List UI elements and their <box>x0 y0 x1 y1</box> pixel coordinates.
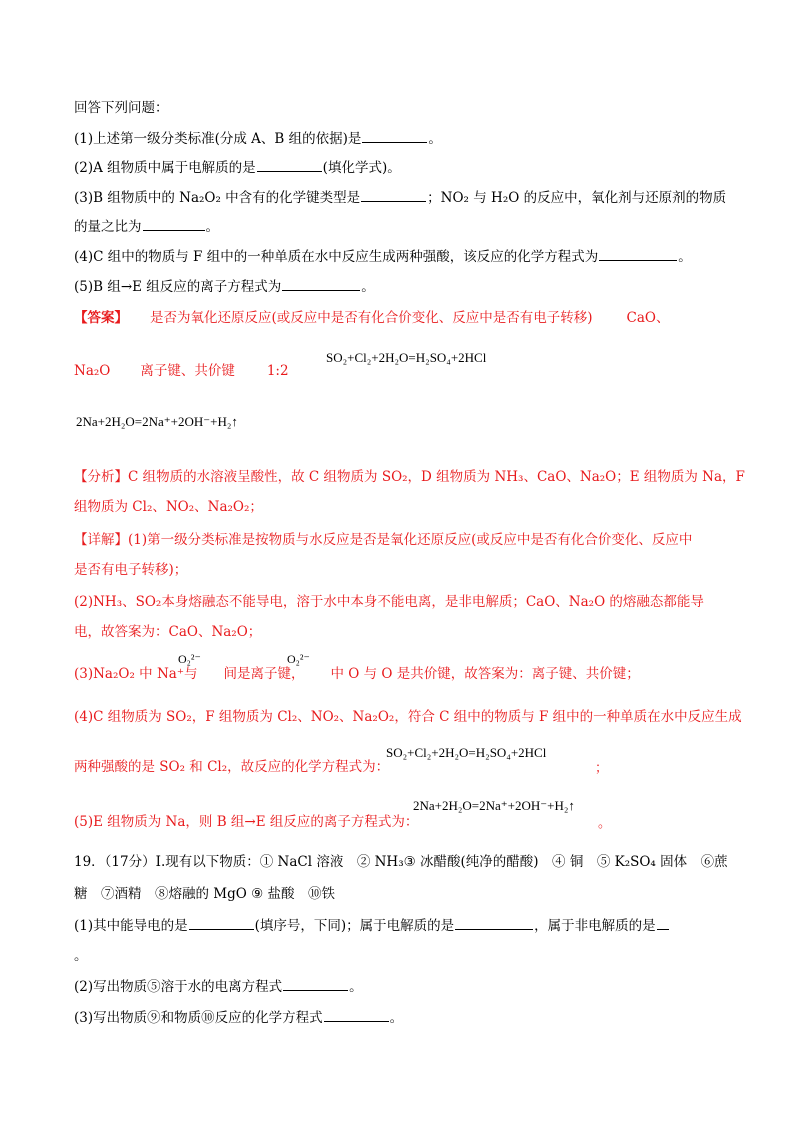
answer-blank[interactable] <box>283 977 348 991</box>
semicolon: ； <box>595 760 609 775</box>
detail-line-2: 是否有电子转移)； <box>74 562 188 578</box>
analysis-line-2: 组物质为 Cl₂、NO₂、Na₂O₂； <box>74 499 263 515</box>
answer-blank[interactable] <box>282 277 360 291</box>
question-1: (1)上述第一级分类标准(分成 A、B 组的依据)是 。 <box>74 131 442 147</box>
equation-detail-4: SO₂+Cl₂+2H₂O=H₂SO₄+2HCl <box>386 745 547 760</box>
equation-detail-5: 2Na+2H₂O=2Na⁺+2OH⁻+H₂↑ <box>413 798 575 813</box>
q19-line-2: 糖 ⑦酒精 ⑧熔融的 MgO ⑨ 盐酸 ⑩铁 <box>74 886 336 902</box>
detail-line-4: 电，故答案为：CaO、Na₂O； <box>74 624 262 640</box>
answer-label: 【答案】 <box>74 310 128 326</box>
answer-blank[interactable] <box>599 247 677 261</box>
detail-line-5: (3)Na₂O₂ 中 Na⁺与 间是离子键， 中 O 与 O 是共价键，故答案为：离子键、共价键； <box>74 666 640 682</box>
answer-blank[interactable] <box>189 916 254 930</box>
detail-line-3: (2)NH₃、SO₂本身熔融态不能导电，溶于水中本身不能电离，是非电解质；CaO、Na₂O 的熔融态都能导 <box>74 594 704 610</box>
peroxide-ion-1: O₂²⁻ <box>178 652 201 666</box>
question-5: (5)B 组→E 组反应的离子方程式为 。 <box>74 279 375 295</box>
q19-line-1: 19．（17分）Ⅰ.现有以下物质：① NaCl 溶液 ② NH₃③ 冰醋酸(纯净的醋酸) ④ 铜 ⑤ K₂SO₄ 固体 ⑥蔗 <box>74 854 728 870</box>
answer-line-1: 【答案】 是否为氧化还原反应(或反应中是否有化合价变化、反应中是否有电子转移) CaO、 <box>74 310 670 326</box>
answer-blank[interactable] <box>657 916 669 930</box>
answer-blank[interactable] <box>455 916 533 930</box>
answer-blank[interactable] <box>361 188 426 202</box>
answer-blank[interactable] <box>143 217 205 231</box>
question-4: (4)C 组中的物质与 F 组中的一种单质在水中反应生成两种强酸，该反应的化学方程式为 。 <box>74 249 692 265</box>
answer-line-2: Na₂O 离子键、共价键 1:2 <box>74 363 289 379</box>
analysis-line-1: 【分析】C 组物质的水溶液呈酸性，故 C 组物质为 SO₂，D 组物质为 NH₃、CaO、Na₂O；E 组物质为 Na，F <box>74 469 745 485</box>
question-2: (2)A 组物质中属于电解质的是 (填化学式)。 <box>74 160 401 176</box>
detail-line-8: (5)E 组物质为 Na，则 B 组→E 组反应的离子方程式为： <box>74 814 419 830</box>
period: 。 <box>598 815 612 830</box>
answer-blank[interactable] <box>362 129 427 143</box>
question-3: (3)B 组物质中的 Na₂O₂ 中含有的化学键类型是 ；NO₂ 与 H₂O 的反应中，氧化剂与还原剂的物质 <box>74 190 727 206</box>
question-3-line2: 的量之比为 。 <box>74 219 219 235</box>
equation-answer-1: SO₂+Cl₂+2H₂O=H₂SO₄+2HCl <box>326 350 487 365</box>
peroxide-ion-2: O₂²⁻ <box>287 652 310 666</box>
q19-sub-1-end: 。 <box>74 948 88 964</box>
q19-sub-1: (1)其中能导电的是 (填序号，下同)；属于电解质的是 ，属于非电解质的是 <box>74 916 670 936</box>
detail-line-6: (4)C 组物质为 SO₂，F 组物质为 Cl₂、NO₂、Na₂O₂，符合 C 组中的物质与 F 组中的一种单质在水中反应生成 <box>74 709 742 725</box>
equation-answer-2: 2Na+2H₂O=2Na⁺+2OH⁻+H₂↑ <box>76 414 238 429</box>
intro-text: 回答下列问题： <box>74 100 169 116</box>
q19-sub-3: (3)写出物质⑨和物质⑩反应的化学方程式 。 <box>74 1010 404 1026</box>
q19-sub-2: (2)写出物质⑤溶于水的电离方程式 。 <box>74 979 363 995</box>
answer-blank[interactable] <box>257 158 322 172</box>
detail-line-7: 两种强酸的是 SO₂ 和 Cl₂，故反应的化学方程式为： <box>74 759 390 775</box>
answer-blank[interactable] <box>324 1008 389 1022</box>
detail-line-1: 【详解】(1)第一级分类标准是按物质与水反应是否是氧化还原反应(或反应中是否有化合价变化、反应中 <box>74 532 693 548</box>
